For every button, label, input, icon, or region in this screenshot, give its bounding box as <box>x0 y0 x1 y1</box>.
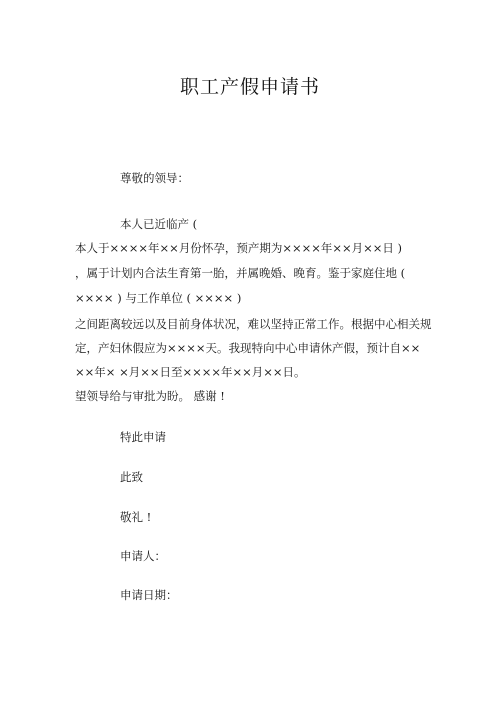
closing-salute: 敬礼 ! <box>120 510 152 524</box>
body-line-2: 本人于××××年××月份怀孕，预产期为××××年××月××日 ) <box>75 241 403 255</box>
body-line-4: ×××× ) 与工作单位 ( ×××× ) <box>75 291 242 305</box>
body-line-8: 望领导给与审批为盼。 感谢 ! <box>75 389 225 403</box>
closing-request: 特此申请 <box>120 430 166 444</box>
body-line-1: 本人已近临产 ( <box>120 217 198 231</box>
body-line-6: 定，产妇休假应为××××天。我现特向中心申请休产假，预计自×× <box>75 341 421 355</box>
document-title: 职工产假申请书 <box>179 76 320 98</box>
body-line-7: ××年× ×月××日至××××年××月××日。 <box>75 365 306 379</box>
date-label: 申请日期： <box>120 588 178 602</box>
body-line-3: ，属于计划内合法生育第一胎，并属晚婚、晚育。鉴于家庭住地 ( <box>75 266 406 280</box>
body-line-5: 之间距离较远以及目前身体状况，难以坚持正常工作。根据中心相关规 <box>75 317 432 331</box>
applicant-label: 申请人： <box>120 549 166 563</box>
closing-respect: 此致 <box>120 470 143 484</box>
salutation: 尊敬的领导： <box>120 171 189 185</box>
